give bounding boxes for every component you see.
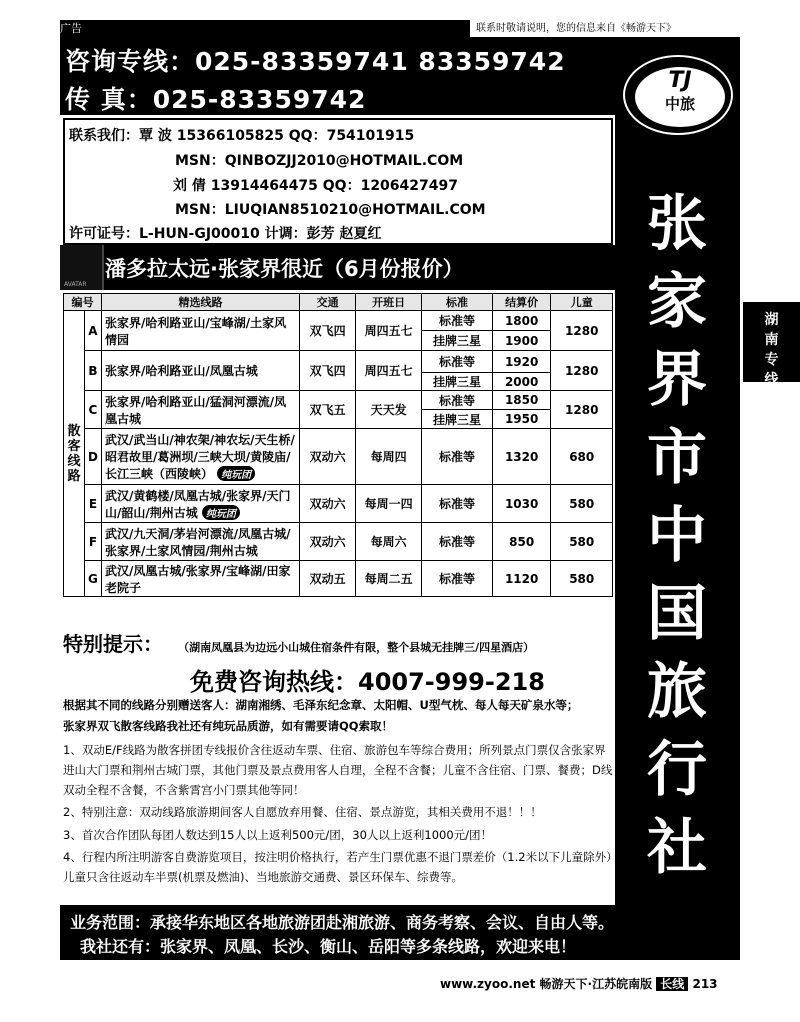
child-price: 580 <box>551 523 613 561</box>
route-standard: 挂牌三星 <box>422 331 493 351</box>
route-name: 武汉/九天洞/茅岩河漂流/凤凰古城/张家界/土家风情园/荆州古城 <box>101 523 299 561</box>
col-header: 结算价 <box>492 294 551 311</box>
col-header: 编号 <box>64 294 102 311</box>
tab-char: 湖 <box>764 312 779 328</box>
route-standard: 标准等 <box>422 561 493 597</box>
page-number: 213 <box>692 977 718 991</box>
route-days: 周四五七 <box>356 351 422 391</box>
table-row <box>64 351 613 373</box>
table-row <box>64 311 613 331</box>
logo-text: 中旅 <box>664 95 695 113</box>
route-name: 张家界/哈利路亚山/宝峰湖/土家风情园 <box>101 311 299 351</box>
col-header: 精选线路 <box>101 294 299 311</box>
route-standard: 标准等 <box>422 311 493 331</box>
route-standard: 标准等 <box>422 391 493 410</box>
special-note: （湖南凤凰县为边远小山城住宿条件有限，整个县城无挂牌三/四星酒店） <box>178 641 535 654</box>
avatar-image <box>60 245 104 290</box>
route-days: 每周一四 <box>356 485 422 523</box>
child-price: 1280 <box>551 351 613 391</box>
route-price: 1850 <box>492 391 551 410</box>
contact-line-4: MSN：LIUQIAN8510210@HOTMAIL.COM <box>175 202 486 218</box>
footer-site: www.zyoo.net <box>440 977 536 991</box>
col-header: 标准 <box>422 294 493 311</box>
route-price: 1920 <box>492 351 551 373</box>
tab-char: 线 <box>764 372 779 388</box>
note-1: 1、双动E/F线路为散客拼团专线报价含往返动车票、住宿、旅游包车等综合费用；所列景点门票仅含张家界进山大门票和荆州古城门票，其他门票及景点费用客人自理，全程不含餐；儿童不含住宿、门票、餐费；D线双动全程不含餐，不含紫霄宫小门票其他等同！ <box>63 743 613 797</box>
route-standard: 标准等 <box>422 485 493 523</box>
gift-line-1: 根据其不同的线路分别赠送客人：湖南湘绣、毛泽东纪念章、太阳帽、U型气枕、每人每天矿泉水等； <box>63 698 579 712</box>
note-4: 4、行程内所注明游客自费游览项目，按注明价格执行，若产生门票优惠不退门票差价（1.2米以下儿童除外）儿童只含往返动车半票(机票及燃油)、当地旅游交通费、景区环保车、综费等。 <box>63 850 612 884</box>
logo-mark: TJ <box>668 68 692 93</box>
footer-tag: 长线 <box>656 977 688 991</box>
top-note: 联系时敬请说明，您的信息来自《畅游天下》 <box>470 20 740 38</box>
route-transport: 双动六 <box>300 523 356 561</box>
route-name: 张家界/哈利路亚山/凤凰古城 <box>101 351 299 391</box>
route-name: 武汉/黄鹤楼/凤凰古城/张家界/天门山/韶山/荆州古城 <box>104 488 291 520</box>
route-price: 2000 <box>492 373 551 391</box>
pure-tour-badge: 纯玩团 <box>217 466 255 481</box>
free-hotline: 免费咨询热线：4007-999-218 <box>190 668 545 696</box>
route-standard: 标准等 <box>422 429 493 485</box>
route-price: 1900 <box>492 331 551 351</box>
title-char: 旅 <box>647 657 707 727</box>
route-transport: 双动六 <box>300 485 356 523</box>
route-days: 每周六 <box>356 523 422 561</box>
title-char: 界 <box>647 345 707 415</box>
route-days: 每周二五 <box>356 561 422 597</box>
category-char: 散 <box>67 423 81 439</box>
route-id: E <box>84 485 101 523</box>
route-days: 每周四 <box>356 429 422 485</box>
route-standard: 标准等 <box>422 523 493 561</box>
route-name: 武汉/凤凰古城/张家界/宝峰湖/田家老院子 <box>101 561 299 597</box>
child-price: 580 <box>551 561 613 597</box>
title-char: 社 <box>647 813 707 883</box>
company-logo <box>623 55 733 135</box>
col-header: 交通 <box>300 294 356 311</box>
ad-label: 广告 <box>60 22 82 35</box>
child-price: 1280 <box>551 311 613 351</box>
title-char: 市 <box>647 423 707 493</box>
note-3: 3、首次合作团队每团人数达到15人以上返利500元/团，30人以上返利1000元/团！ <box>63 828 493 842</box>
route-transport: 双飞四 <box>300 311 356 351</box>
category-char: 线 <box>67 453 81 469</box>
route-price: 1320 <box>492 429 551 485</box>
table-row <box>64 523 613 561</box>
more-routes: 我社还有：张家界、凤凰、长沙、衡山、岳阳等多条线路，欢迎来电！ <box>80 937 577 956</box>
license-line: 许可证号：L-HUN-GJ00010 计调：彭芳 赵夏红 <box>69 226 382 242</box>
consult-line: 咨询专线：025-83359741 83359742 <box>65 47 566 76</box>
child-price: 1280 <box>551 391 613 429</box>
route-transport: 双飞四 <box>300 351 356 391</box>
col-header: 开班日 <box>356 294 422 311</box>
route-price: 850 <box>492 523 551 561</box>
route-price: 1120 <box>492 561 551 597</box>
pure-tour-badge: 纯玩团 <box>202 505 240 520</box>
route-id: C <box>84 391 101 429</box>
section-tab <box>743 302 800 388</box>
title-char: 家 <box>647 267 707 337</box>
banner-title: 潘多拉太远·张家界很近（6月份报价） <box>105 257 464 281</box>
price-table <box>63 293 613 597</box>
route-transport: 双动六 <box>300 429 356 485</box>
vertical-company-title <box>617 185 737 887</box>
tab-char: 南 <box>764 332 779 348</box>
tab-char: 专 <box>764 352 779 368</box>
route-id: F <box>84 523 101 561</box>
col-header: 儿童 <box>551 294 613 311</box>
table-header-row <box>64 294 613 311</box>
route-standard: 标准等 <box>422 351 493 373</box>
route-standard: 挂牌三星 <box>422 410 493 429</box>
category-char: 客 <box>67 438 81 454</box>
route-id: D <box>84 429 101 485</box>
route-id: A <box>84 311 101 351</box>
business-scope: 业务范围：承接华东地区各地旅游团赴湘旅游、商务考察、会议、自由人等。 <box>70 913 615 932</box>
route-name: 张家界/哈利路亚山/猛洞河漂流/凤凰古城 <box>101 391 299 429</box>
route-name-cell <box>101 485 299 523</box>
title-char: 国 <box>647 579 707 649</box>
special-notice <box>63 628 534 657</box>
table-row <box>64 429 613 485</box>
route-name: 武汉/武当山/神农架/神农坛/天生桥/昭君故里/葛洲坝/三峡大坝/黄陵庙/长江三峡（西陵峡） <box>104 433 295 481</box>
route-id: B <box>84 351 101 391</box>
title-char: 中 <box>647 501 707 571</box>
child-price: 680 <box>551 429 613 485</box>
page-footer <box>440 975 740 992</box>
route-price: 1950 <box>492 410 551 429</box>
route-days: 周四五七 <box>356 311 422 351</box>
route-transport: 双动五 <box>300 561 356 597</box>
route-days: 天天发 <box>356 391 422 429</box>
route-price: 1800 <box>492 311 551 331</box>
contact-line-2: MSN：QINBOZJJ2010@HOTMAIL.COM <box>175 153 464 169</box>
table-row <box>64 561 613 597</box>
route-standard: 挂牌三星 <box>422 373 493 391</box>
contact-line-1: 联系我们：覃 波 15366105825 QQ：754101915 <box>69 128 415 144</box>
route-price: 1030 <box>492 485 551 523</box>
note-2: 2、特别注意：双动线路旅游期间客人自愿放弃用餐、住宿、景点游览，其相关费用不退！！！ <box>63 805 542 819</box>
route-name-cell <box>101 429 299 485</box>
gift-line-2: 张家界双飞散客线路我社还有纯玩品质游，如有需要请QQ索取！ <box>63 719 394 733</box>
table-row <box>64 391 613 410</box>
contact-box <box>63 118 613 245</box>
table-row <box>64 485 613 523</box>
special-title: 特别提示： <box>63 632 163 656</box>
contact-line-3: 刘 倩 13914464475 QQ：1206427497 <box>173 178 458 194</box>
route-id: G <box>84 561 101 597</box>
child-price: 580 <box>551 485 613 523</box>
route-transport: 双飞五 <box>300 391 356 429</box>
title-char: 行 <box>647 735 707 805</box>
category-char: 路 <box>67 468 81 484</box>
promo-banner <box>60 245 615 290</box>
fax-line: 传 真：025-83359742 <box>65 85 367 114</box>
title-char: 张 <box>647 189 707 259</box>
footer-publication: 畅游天下·江苏皖南版 <box>539 977 653 991</box>
category-cell <box>64 311 85 597</box>
